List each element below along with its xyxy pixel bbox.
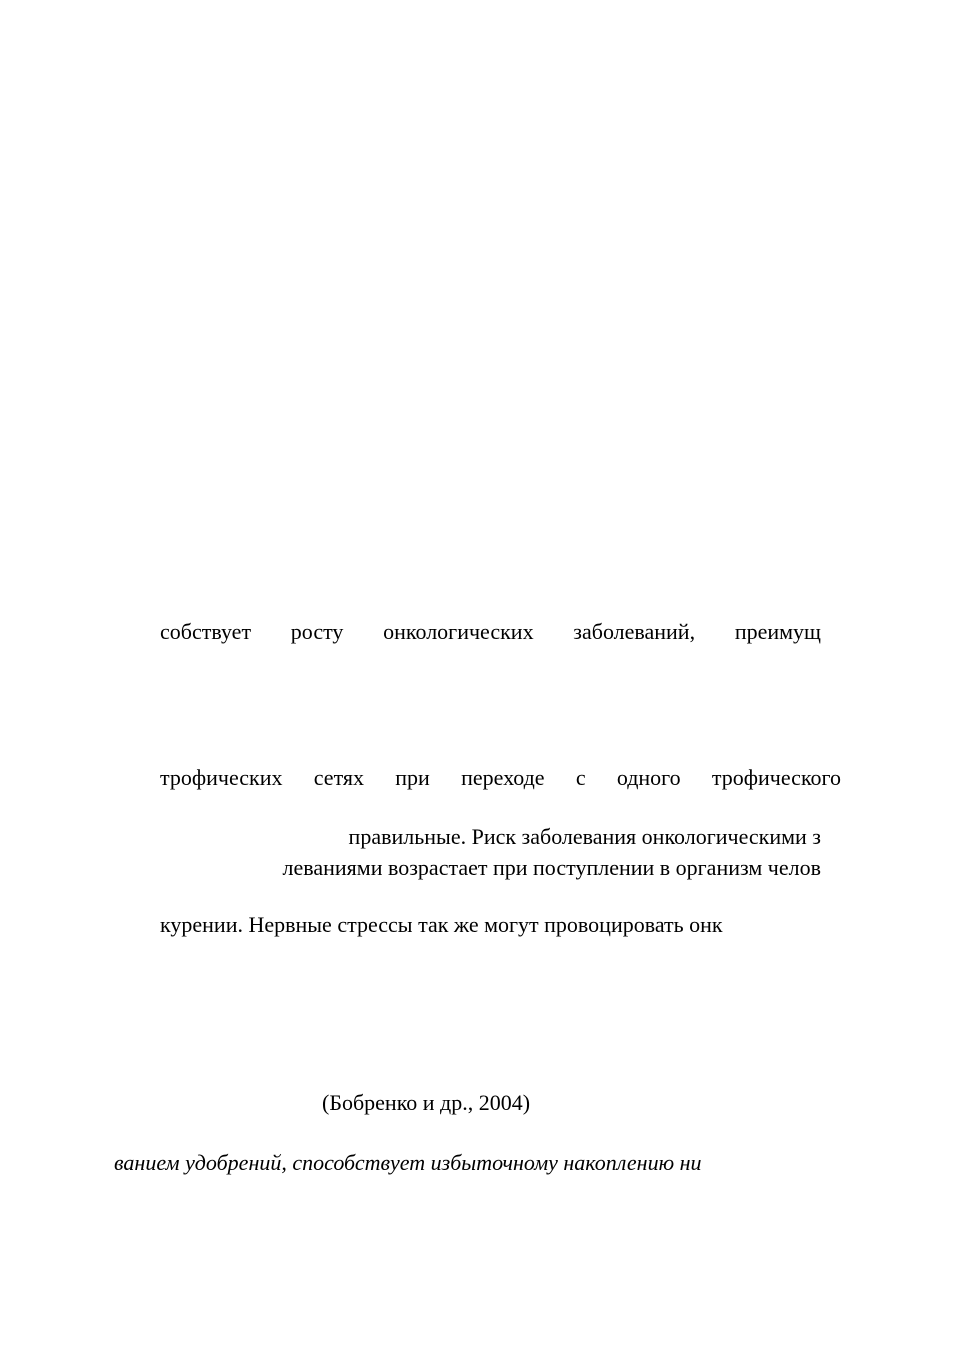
word: собствует: [160, 619, 252, 644]
text-line-4: леваниями возрастает при поступлении в организм челов: [282, 855, 821, 880]
text-line-2: [160, 765, 841, 791]
text-line-3: правильные. Риск заболевания онкологическими з: [348, 824, 821, 849]
text-line-6-italic: ванием удобрений, способствует избыточному накоплению ни: [114, 1150, 702, 1175]
word: трофического: [711, 765, 841, 790]
word: при: [395, 765, 430, 790]
text-line-5: курении. Нервные стрессы так же могут провоцировать онк: [160, 912, 723, 937]
word: росту: [290, 619, 344, 644]
word: заболеваний,: [573, 619, 696, 644]
word: с: [575, 765, 586, 790]
citation: (Бобренко и др., 2004): [322, 1090, 531, 1115]
text-line-1: [160, 619, 821, 645]
word: трофических: [160, 765, 283, 790]
word: сетях: [313, 765, 365, 790]
word: онкологических: [383, 619, 534, 644]
word: преимущ: [734, 619, 821, 644]
word: одного: [616, 765, 681, 790]
word: переходе: [461, 765, 545, 790]
